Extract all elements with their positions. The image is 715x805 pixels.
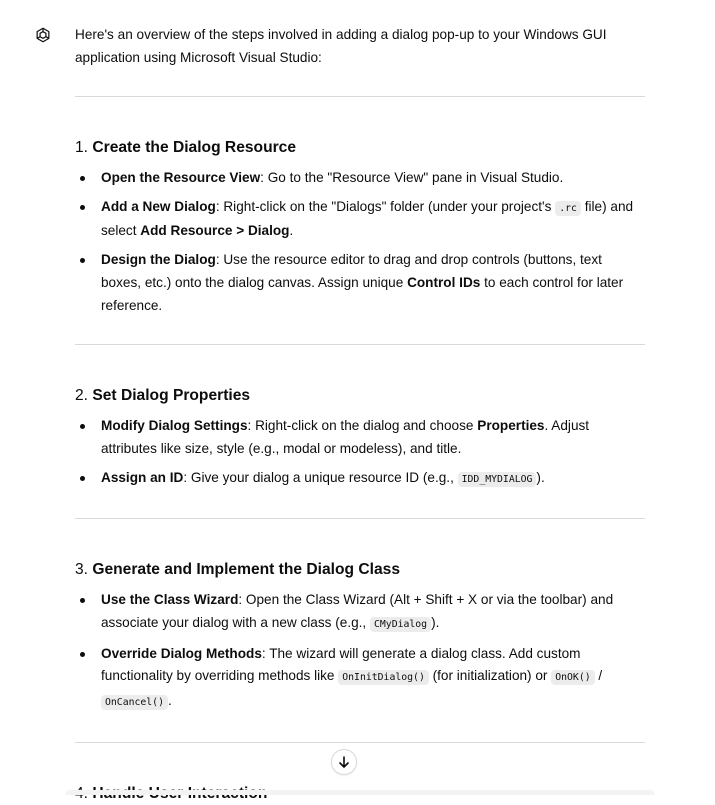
section-generate-dialog-class <box>75 559 645 715</box>
section-create-dialog-resource <box>75 137 645 317</box>
list-item: Use the Class Wizard: Open the Class Wizard (Alt + Shift + X or via the toolbar) and associate your dialog with a new class (e.g., CMyDialog ). <box>75 589 645 636</box>
inline-code: OnInitDialog() <box>338 670 429 685</box>
scroll-to-bottom-button[interactable] <box>331 749 357 775</box>
list-item: Override Dialog Methods: The wizard will generate a dialog class. Add custom functionality by overriding methods like OnInitDialog() (for initialization) or OnOK() / OnCancel() . <box>75 643 645 715</box>
inline-code: IDD_MYDIALOG <box>458 472 537 487</box>
inline-code: .rc <box>555 201 581 216</box>
list-item: Add a New Dialog: Right-click on the "Dialogs" folder (under your project's .rc file) and select Add Resource > Dialog. <box>75 196 645 243</box>
arrow-down-icon <box>337 755 351 769</box>
list-item: Assign an ID: Give your dialog a unique resource ID (e.g., IDD_MYDIALOG ). <box>75 467 645 492</box>
assistant-message <box>75 24 645 805</box>
composer-edge <box>65 790 655 795</box>
section-heading: 2. Set Dialog Properties <box>75 387 251 405</box>
assistant-avatar <box>33 25 53 45</box>
inline-code: OnCancel() <box>101 695 168 710</box>
openai-logo-icon <box>34 26 52 44</box>
inline-code: OnOK() <box>551 670 594 685</box>
inline-code: CMyDialog <box>370 617 431 632</box>
list-item: Modify Dialog Settings: Right-click on the dialog and choose Properties. Adjust attributes like size, style (e.g., modal or modeless), and title. <box>75 415 645 460</box>
section-heading: 3. Generate and Implement the Dialog Class <box>75 561 400 579</box>
list-item: Open the Resource View: Go to the "Resource View" pane in Visual Studio. <box>75 167 645 190</box>
intro-paragraph: Here's an overview of the steps involved in adding a dialog pop-up to your Windows GUI application using Microsoft Visual Studio: <box>75 27 607 65</box>
list-item: Design the Dialog: Use the resource editor to drag and drop controls (buttons, text boxes, etc.) onto the dialog canvas. Assign unique Control IDs to each control for later reference. <box>75 249 645 317</box>
section-set-dialog-properties <box>75 385 645 491</box>
section-heading: 1. Create the Dialog Resource <box>75 139 297 156</box>
